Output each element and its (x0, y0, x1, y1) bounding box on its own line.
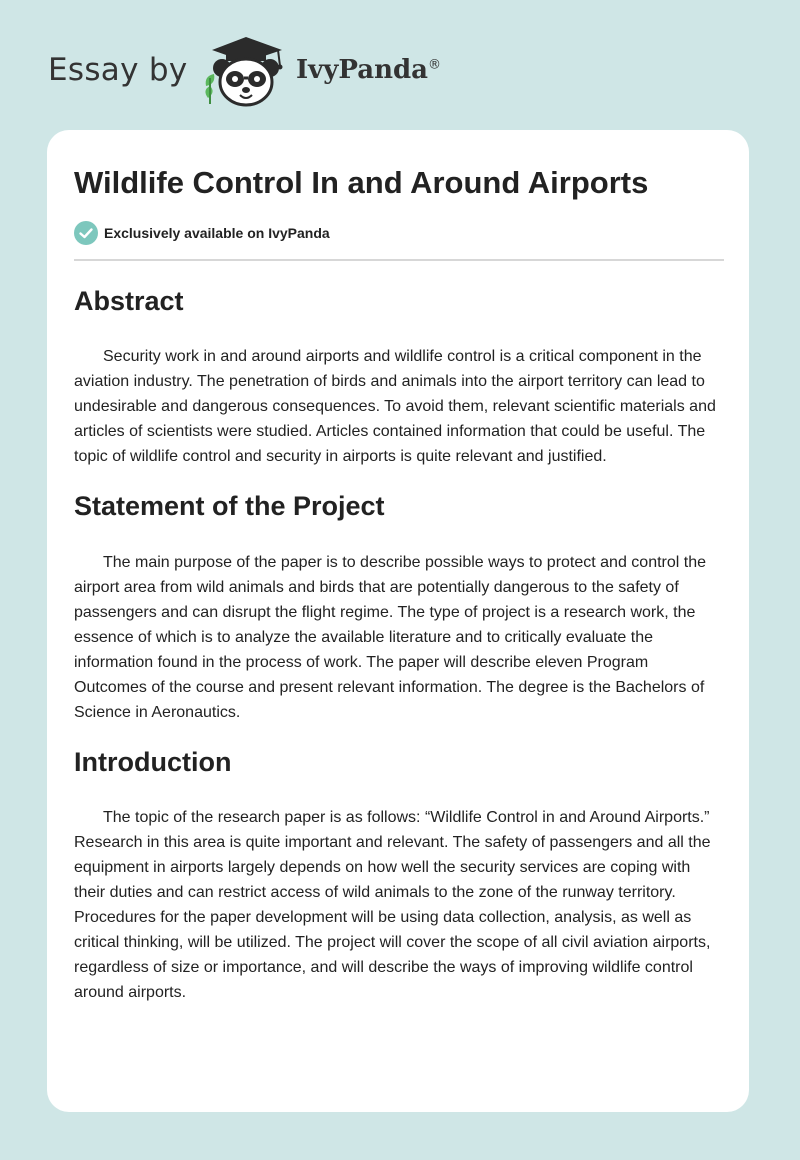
essay-card (47, 130, 749, 1112)
section-body-statement: The main purpose of the paper is to describe possible ways to protect and control the airport area from wild animals and birds that are potentially dangerous to the safety of passengers and can disrupt the flight regime. The type of project is a research work, the essence of which is to analyze the available literature and to critically evaluate the information found in the process of work. The paper will describe eleven Program Outcomes of the course and present relevant information. The degree is the Bachelors of Science in Aeronautics. (74, 554, 707, 721)
exclusive-badge (74, 220, 722, 246)
essay-title: Wildlife Control In and Around Airports (74, 165, 649, 200)
section-body-abstract: Security work in and around airports and wildlife control is a critical component in the aviation industry. The penetration of birds and animals into the airport territory can lead to undesirable and dangerous consequences. To avoid them, relevant scientific materials and articles of scientists were studied. Articles contained information that could be useful. The topic of wildlife control and security in airports is quite relevant and justified. (74, 348, 716, 465)
exclusive-label: Exclusively available on IvyPanda (104, 225, 330, 241)
check-badge-icon (74, 221, 98, 245)
registered-mark: ® (428, 57, 442, 73)
section-heading-abstract: Abstract (74, 286, 184, 316)
essay-content (74, 162, 722, 1005)
site-header (48, 34, 508, 114)
section-heading-introduction: Introduction (74, 747, 232, 777)
title-divider (74, 259, 724, 261)
essay-by-label: Essay by (48, 52, 188, 88)
brand-name[interactable] (296, 55, 441, 85)
panda-graduate-logo-icon[interactable] (200, 34, 292, 110)
section-heading-statement: Statement of the Project (74, 491, 385, 521)
section-body-introduction: The topic of the research paper is as follows: “Wildlife Control in and Around Airports.” Research in this area is quite important and relevant. The safety of passengers and all the equipment in airports largely depends on how well the security services are coping with their duties and can restrict access of wild animals to the zone of the runway territory. Procedures for the paper development will be using data collection, analysis, as well as critical thinking, will be utilized. The project will cover the scope of all civil aviation airports, regardless of size or importance, and will describe the ways of improving wildlife control around airports. (74, 809, 711, 1001)
brand-name-text: IvyPanda (296, 55, 429, 85)
